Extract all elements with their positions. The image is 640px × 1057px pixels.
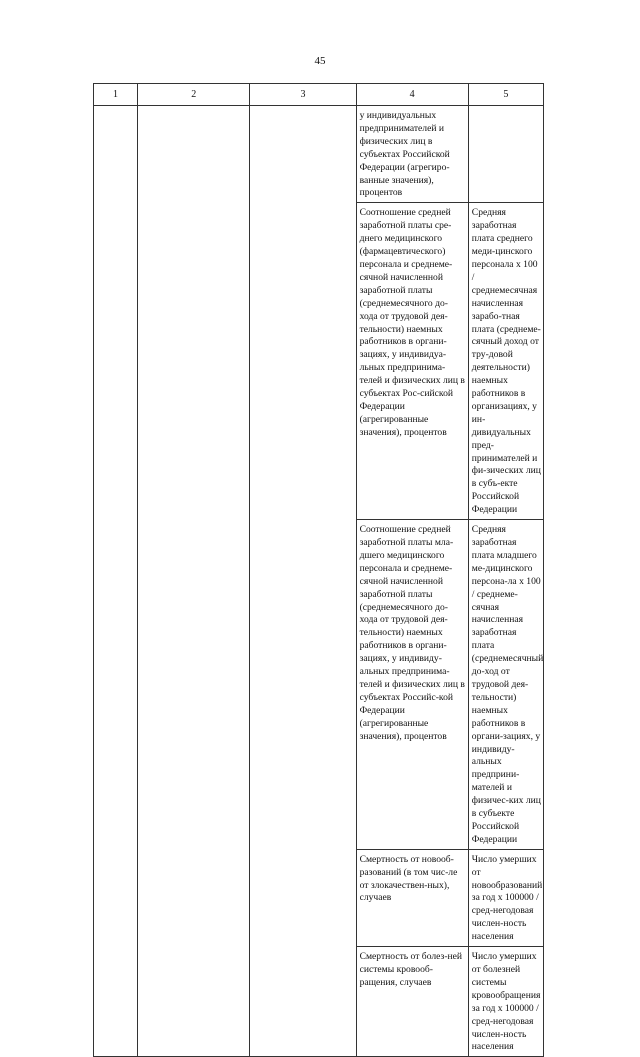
indicator-name: Смертность от новооб-разований (в том чис-ле от злокачествен-ных), случаев xyxy=(359,853,458,904)
calculation-method-cell xyxy=(468,520,543,850)
calculation-method-cell xyxy=(468,849,543,946)
indicator-name: у индивидуальных предпринимателей и физических лиц в субъектах Российской Федерации (агрегиро-ванные значения), процентов xyxy=(359,110,450,199)
calculation-method-cell xyxy=(468,947,543,1057)
calculation-method: Средняя заработная плата младшего ме-дицинского персона-ла х 100 / среднеме-сячная начисленная заработная плата (среднемесячный до-ход от трудовой дея-тельности) наемных работников в органи-зациях, у индивиду-альных предприни-мателей и физичес-ких лиц в субъекте Российской Федерации xyxy=(471,524,544,845)
column-header-5: 5 xyxy=(468,84,543,106)
calculation-method: Средняя заработная плата среднего меди-цинского персонала х 100 / среднемесячная начисленная зарабо-тная плата (среднеме-сячный доход от тру-довой деятельности) наемных работников в организациях, у ин-дивидуальных пред-принимателей и фи-зических лиц в субъ-екте Российской Федерации xyxy=(471,207,541,516)
column-header-3: 3 xyxy=(250,84,356,106)
table-cell-col2 xyxy=(138,106,250,1057)
column-header-1: 1 xyxy=(94,84,138,106)
table-header-row xyxy=(94,84,544,106)
indicator-name: Смертность от болез-ней системы кровооб-ращения, случаев xyxy=(359,951,463,988)
indicator-name-cell xyxy=(356,203,468,520)
calculation-method-cell xyxy=(468,203,543,520)
page-number: 45 xyxy=(314,55,326,67)
table-cell-col1 xyxy=(94,106,138,1057)
indicators-table xyxy=(93,83,544,1057)
calculation-method xyxy=(469,106,543,112)
column-header-2: 2 xyxy=(138,84,250,106)
indicator-name-cell xyxy=(356,947,468,1057)
table-cell-col3 xyxy=(250,106,356,1057)
indicator-name-cell xyxy=(356,106,468,203)
indicator-name-cell xyxy=(356,849,468,946)
indicator-name: Соотношение средней заработной платы мла-дшего медицинского персонала и среднеме-сячной начисленной заработной платы (среднемесячного до-хода от трудовой дея-тельности) наемных работников в органи-зациях, у индивиду-альных предпринима-телей и физических лиц в субъектах Российс-кой Федерации (агрегированные значения), процентов xyxy=(359,524,465,742)
calculation-method-cell xyxy=(468,106,543,203)
column-header-4: 4 xyxy=(356,84,468,106)
indicator-name-cell xyxy=(356,520,468,850)
table-row xyxy=(94,106,544,203)
calculation-method: Число умерших от новообразований за год х 100000 / сред-негодовая числен-ность населения xyxy=(471,853,543,943)
indicator-name: Соотношение средней заработной платы сре-днего медицинского (фармацевтического) персонала и среднеме-сячной начисленной заработной платы (среднемесячного до-хода от трудовой дея-тельности) наемных работников в органи-зациях, у индивидуа-льных предпринима-телей и физических лиц в субъектах Рос-сийской Федерации (агрегированные значения), процентов xyxy=(359,207,465,438)
calculation-method: Число умерших от болезней системы кровообращения за год х 100000 / сред-негодовая числен-ность населения xyxy=(471,951,541,1053)
